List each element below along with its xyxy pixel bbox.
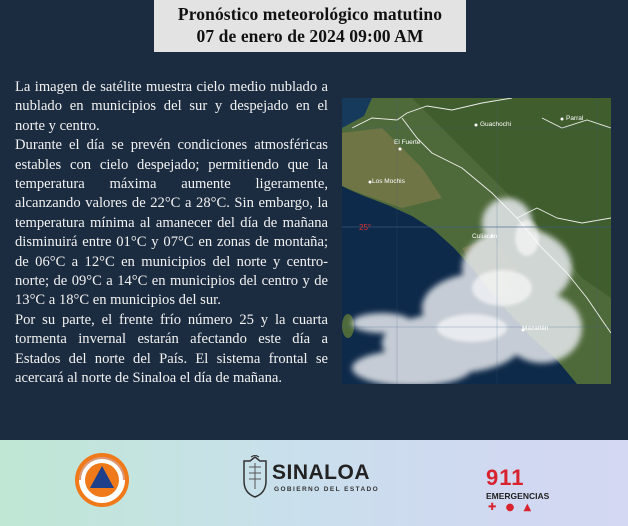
map-label-los-mochis: Los Mochis: [372, 178, 405, 185]
red-cross-icon: ✚: [488, 502, 497, 513]
police-icon: ●: [505, 502, 515, 513]
sinaloa-subtitle: GOBIERNO DEL ESTADO: [274, 486, 380, 493]
forecast-text: [15, 78, 328, 389]
map-label-el-fuerte: El Fuerte: [394, 139, 421, 146]
map-label-mazatlan: Mazatlán: [522, 325, 549, 332]
emergency-icons: [488, 502, 537, 513]
paragraph-cold-front: Por su parte, el frente frío número 25 y la cuarta tormenta invernal estarán afectando este día a Estados del norte del País. El sistema frontal se acercará al norte de Sinaloa el día de mañana.: [15, 311, 328, 387]
map-label-parral: Parral: [566, 115, 584, 122]
fire-icon: ▲: [523, 502, 532, 513]
emergency-number: 911: [486, 465, 525, 490]
civil-protection-logo: [74, 452, 130, 508]
map-label-culiacan: Culiacán: [472, 233, 498, 240]
satellite-image: [342, 98, 611, 384]
page-title: Pronóstico meteorológico matutino: [177, 4, 443, 24]
sinaloa-shield-icon: [240, 455, 270, 499]
forecast-date: 07 de enero de 2024 09:00 AM: [196, 26, 424, 46]
title-box: [154, 0, 466, 52]
map-label-guachochi: Guachochi: [480, 121, 512, 128]
emergency-911-logo: [484, 465, 548, 515]
sinaloa-name: SINALOA: [272, 461, 370, 484]
paragraph-satellite: La imagen de satélite muestra cielo medio nublado a nublado en municipios del sur y despejado en el norte y centro.: [15, 79, 328, 134]
map-label-latitude: 25°: [359, 223, 372, 232]
paragraph-temperatures: Durante el día se prevén condiciones atmosféricas estables con cielo despejado; permitiendo que la temperatura máxima aumente ligeramente, alcanzando valores de 22°C a 28°C. Sin embargo, la temperatura mínima al amanecer del día de mañana disminuirá entre 01°C y 07°C en zonas de montaña; de 06°C a 12°C en municipios del norte y centro-norte; de 09°C a 14°C en municipios del centro y de 13°C a 18°C en municipios del sur.: [15, 137, 328, 309]
emergency-label: EMERGENCIAS: [486, 491, 550, 501]
sinaloa-government-logo: [240, 455, 380, 501]
